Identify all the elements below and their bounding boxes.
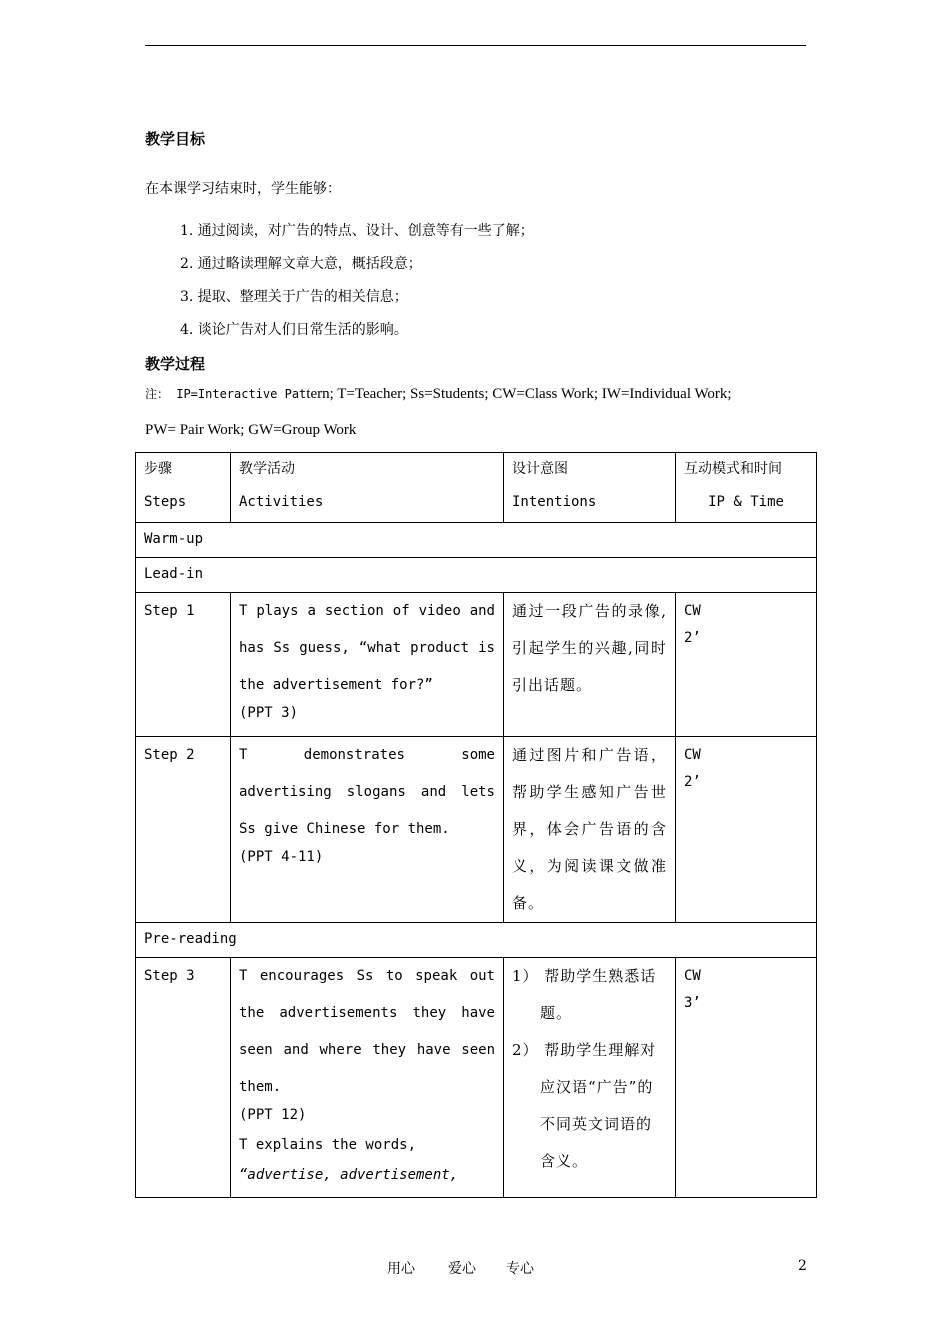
section-row-warmup <box>136 523 817 558</box>
header-intentions-cn: 设计意图 <box>512 461 568 477</box>
step2-activity-cell <box>231 737 504 923</box>
note-line-2: PW= Pair Work; GW=Group Work <box>145 422 357 438</box>
step2-label: Step 2 <box>136 737 231 923</box>
step3-activity-3: “advertise, advertisement, <box>239 1167 459 1183</box>
step3-activity-2: T explains the words, <box>239 1137 417 1153</box>
header-activities <box>231 453 504 523</box>
header-rule <box>145 45 806 46</box>
table-row-step1 <box>136 593 817 737</box>
step2-ppt: (PPT 4-11) <box>239 849 324 865</box>
header-ip-time <box>676 453 817 523</box>
step1-intention: 通过一段广告的录像,引起学生的兴趣,同时引出话题。 <box>504 593 676 737</box>
header-activities-en: Activities <box>239 494 324 510</box>
step3-activity: T encourages Ss to speak out the advertisements they have seen and where they have seen them. <box>239 968 495 1095</box>
step1-time: 2’ <box>684 630 701 646</box>
header-ip-time-en: IP & Time <box>708 494 784 510</box>
header-steps-en: Steps <box>144 494 187 510</box>
objective-2: 2. 通过略读理解文章大意，概括段意； <box>180 256 422 272</box>
footer-slogan-3: 专心 <box>506 1261 534 1277</box>
step1-ip: CW <box>684 603 701 619</box>
footer-slogan-1: 用心 <box>387 1261 415 1277</box>
step1-label: Step 1 <box>136 593 231 737</box>
section-leadin: Lead-in <box>136 558 817 593</box>
step3-ppt: (PPT 12) <box>239 1107 307 1123</box>
step3-time: 3’ <box>684 995 701 1011</box>
objective-1: 1. 通过阅读，对广告的特点、设计、创意等有一些了解； <box>180 223 534 239</box>
step3-ip: CW <box>684 968 701 984</box>
step1-ppt: (PPT 3) <box>239 705 299 721</box>
intro-text: 在本课学习结束时，学生能够： <box>145 181 341 197</box>
step1-activity: T plays a section of video and has Ss guess, “what product is the advertisement for?” <box>239 603 495 693</box>
note-rest: tern; T=Teacher; Ss=Students; CW=Class Work; IW=Individual Work; <box>306 386 732 402</box>
section-row-leadin <box>136 558 817 593</box>
note-prefix: 注： IP=Interactive Pat <box>145 387 307 401</box>
table-row-step2 <box>136 737 817 923</box>
step3-intention-1: 1） 帮助学生熟悉话题。 <box>512 967 657 1022</box>
step2-intention: 通过图片和广告语，帮助学生感知广告世界，体会广告语的含义，为阅读课文做准备。 <box>504 737 676 923</box>
heading-objectives: 教学目标 <box>145 130 206 148</box>
step2-ip-cell <box>676 737 817 923</box>
section-warmup: Warm-up <box>136 523 817 558</box>
step1-ip-cell <box>676 593 817 737</box>
header-steps <box>136 453 231 523</box>
step3-intention-cell <box>504 958 676 1198</box>
objective-3: 3. 提取、整理关于广告的相关信息； <box>180 289 408 305</box>
table-row-step3 <box>136 958 817 1198</box>
page-number: 2 <box>798 1258 807 1274</box>
step1-activity-cell <box>231 593 504 737</box>
header-intentions <box>504 453 676 523</box>
footer-slogan-2: 爱心 <box>448 1261 476 1277</box>
note-line-1 <box>145 385 806 403</box>
step3-intention-2: 2） 帮助学生理解对应汉语“广告”的不同英文词语的含义。 <box>512 1041 657 1170</box>
header-activities-cn: 教学活动 <box>239 461 295 477</box>
step2-activity: T demonstrates some advertising slogans and lets Ss give Chinese for them. <box>239 747 495 837</box>
step3-activity-cell <box>231 958 504 1198</box>
lesson-table <box>135 452 817 1198</box>
heading-process: 教学过程 <box>145 355 206 373</box>
section-prereading: Pre-reading <box>136 923 817 958</box>
step2-ip: CW <box>684 747 701 763</box>
step2-time: 2’ <box>684 774 701 790</box>
header-row <box>136 453 817 523</box>
step3-ip-cell <box>676 958 817 1198</box>
objective-4: 4. 谈论广告对人们日常生活的影响。 <box>180 322 408 338</box>
header-intentions-en: Intentions <box>512 494 597 510</box>
section-row-prereading <box>136 923 817 958</box>
header-steps-cn: 步骤 <box>144 461 172 477</box>
step3-label: Step 3 <box>136 958 231 1198</box>
header-ip-time-cn: 互动模式和时间 <box>684 461 782 477</box>
